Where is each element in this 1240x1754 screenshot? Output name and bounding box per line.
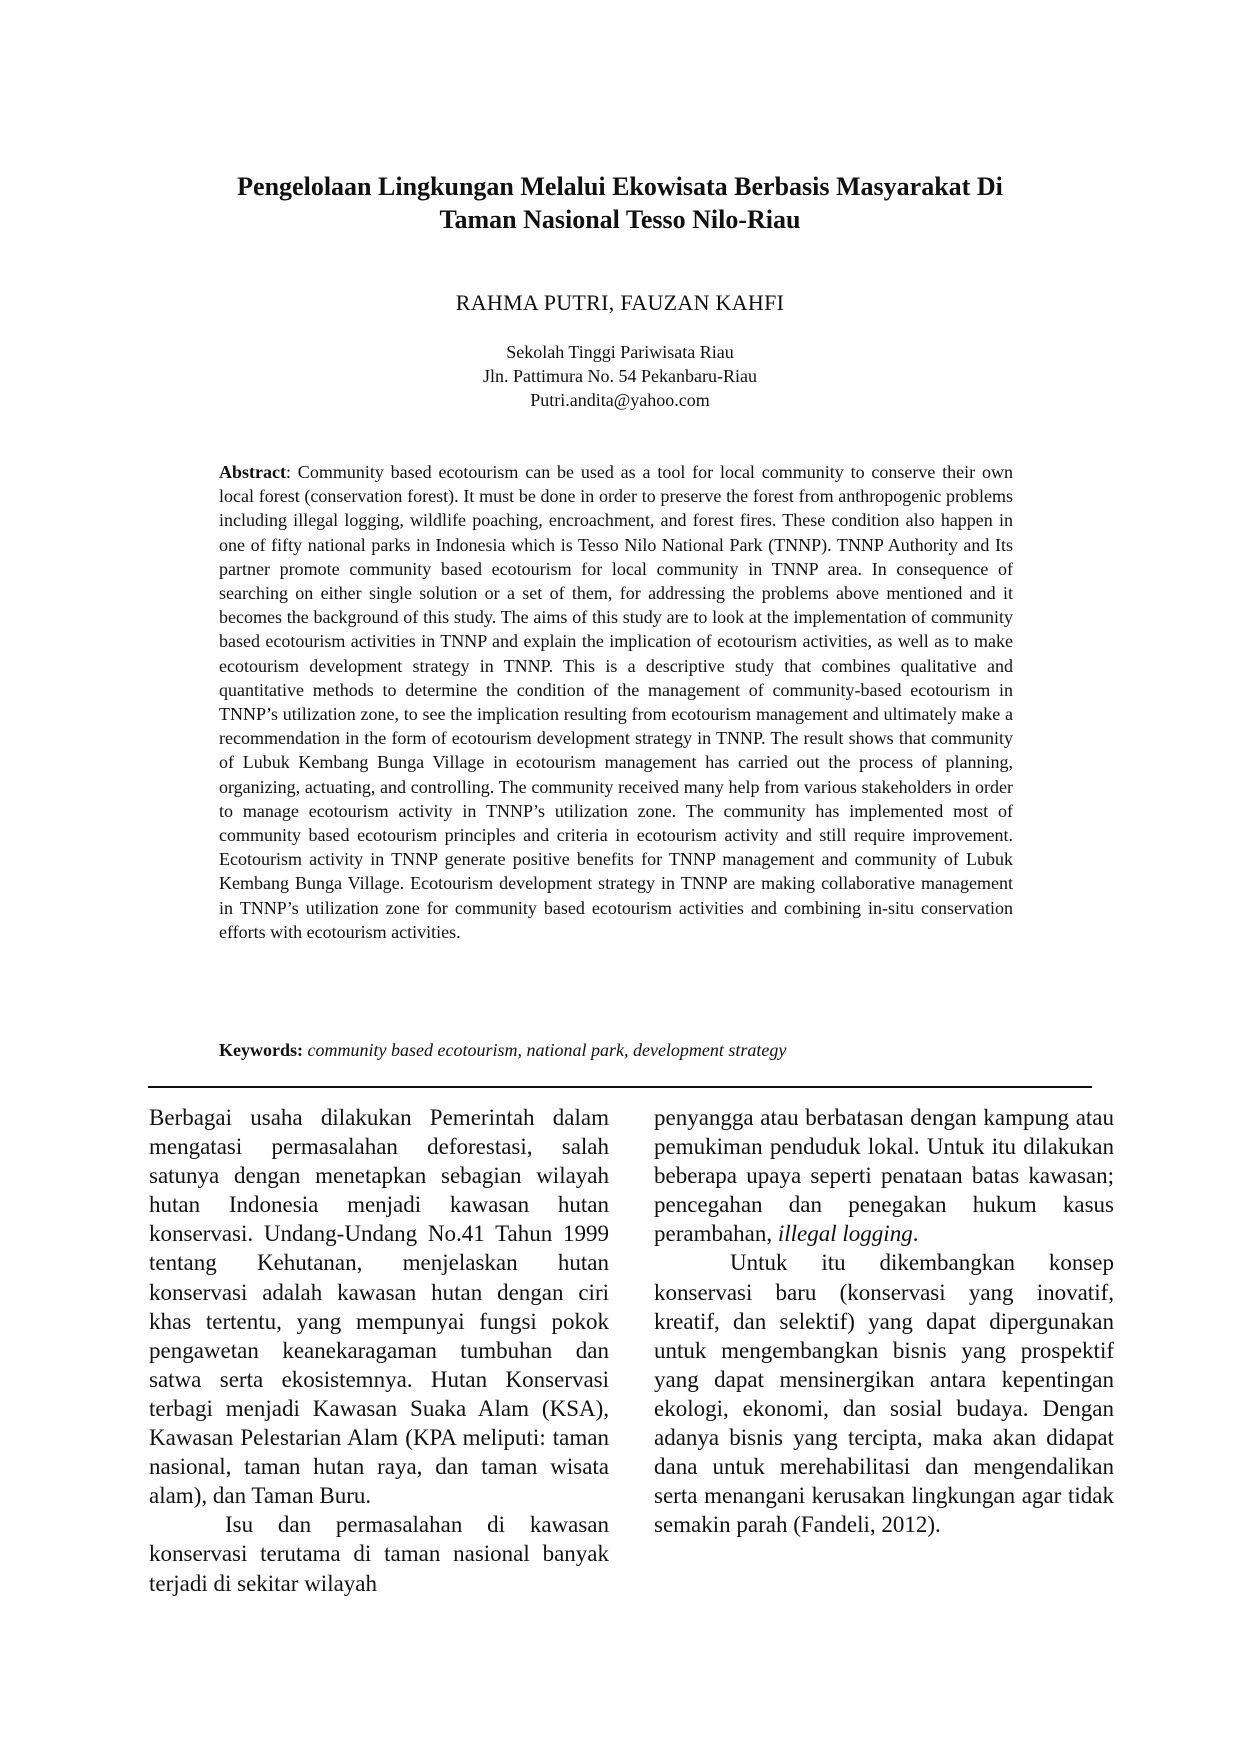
address: Jln. Pattimura No. 54 Pekanbaru-Riau bbox=[483, 366, 757, 386]
abstract bbox=[219, 460, 1013, 944]
paragraph: Berbagai usaha dilakukan Pemerintah dalam mengatasi permasalahan deforestasi, salah satunya dengan menetapkan sebagian wilayah hutan Indonesia menjadi kawasan hutan konservasi. Undang-Undang No.41 Tahun 1999 tentang Kehutanan, menjelaskan hutan konservasi adalah kawasan hutan dengan ciri khas tertentu, yang mempunyai fungsi pokok pengawetan keanekaragaman tumbuhan dan satwa serta ekosistemnya. Hutan Konservasi terbagi menjadi Kawasan Suaka Alam (KSA), Kawasan Pelestarian Alam (KPA meliputi: taman nasional, taman hutan raya, dan taman wisata alam), dan Taman Buru. bbox=[149, 1105, 609, 1509]
institution: Sekolah Tinggi Pariwisata Riau bbox=[506, 342, 734, 362]
section-divider bbox=[148, 1086, 1092, 1088]
keywords bbox=[219, 1040, 1019, 1061]
keywords-label: Keywords: bbox=[219, 1040, 303, 1060]
authors: RAHMA PUTRI, FAUZAN KAHFI bbox=[455, 290, 785, 315]
paragraph bbox=[654, 1103, 1114, 1248]
paragraph-end: . bbox=[912, 1221, 919, 1247]
body-column-right bbox=[654, 1103, 1114, 1539]
email: Putri.andita@yahoo.com bbox=[530, 390, 710, 410]
italic-term: illegal logging bbox=[777, 1221, 913, 1247]
title-line-2: Taman Nasional Tesso Nilo-Riau bbox=[439, 205, 801, 234]
paragraph-text: penyangga atau berbatasan dengan kampung atau pemukiman penduduk lokal. Untuk itu dilakukan beberapa upaya seperti penataan batas kawasan; pencegahan dan penegakan hukum kasus perambahan, bbox=[654, 1105, 1114, 1247]
body-column-left bbox=[149, 1103, 609, 1598]
abstract-label: Abstract bbox=[219, 462, 286, 482]
affiliation bbox=[0, 340, 1240, 412]
paragraph: Untuk itu dikembangkan konsep konservasi baru (konservasi yang inovatif, kreatif, dan selektif) yang dapat dipergunakan untuk mengembangkan bisnis yang prospektif yang dapat mensinergikan antara kepentingan ekologi, ekonomi, dan sosial budaya. Dengan adanya bisnis yang tercipta, maka akan didapat dana untuk merehabilitasi dan mengendalikan serta menangani kerusakan lingkungan agar tidak semakin parah (Fandeli, 2012). bbox=[654, 1250, 1114, 1538]
keywords-text: community based ecotourism, national park, development strategy bbox=[307, 1040, 787, 1060]
paragraph: Isu dan permasalahan di kawasan konservasi terutama di taman nasional banyak terjadi di sekitar wilayah bbox=[149, 1512, 609, 1596]
paper-title bbox=[150, 170, 1090, 236]
title-line-1: Pengelolaan Lingkungan Melalui Ekowisata Berbasis Masyarakat Di bbox=[237, 172, 1003, 201]
abstract-text: : Community based ecotourism can be used as a tool for local community to conserve their own local forest (conservation forest). It must be done in order to preserve the forest from anthropogenic problems including illegal logging, wildlife poaching, encroachment, and forest fires. These condition also happen in one of fifty national parks in Indonesia which is Tesso Nilo National Park (TNNP). TNNP Authority and Its partner promote community based ecotourism for local community in TNNP area. In consequence of searching on either single solution or a set of them, for addressing the problems above mentioned and it becomes the background of this study. The aims of this study are to look at the implementation of community based ecotourism activities in TNNP and explain the implication of ecotourism activities, as well as to make ecotourism development strategy in TNNP. This is a descriptive study that combines qualitative and quantitative methods to determine the condition of the management of community-based ecotourism in TNNP’s utilization zone, to see the implication resulting from ecotourism management and ultimately make a recommendation in the form of ecotourism development strategy in TNNP. The result shows that community of Lubuk Kembang Bunga Village in ecotourism management has carried out the process of planning, organizing, actuating, and controlling. The community received many help from various stakeholders in order to manage ecotourism activity in TNNP’s utilization zone. The community has implemented most of community based ecotourism principles and criteria in ecotourism activity and still require improvement. Ecotourism activity in TNNP generate positive benefits for TNNP management and community of Lubuk Kembang Bunga Village. Ecotourism development strategy in TNNP are making collaborative management in TNNP’s utilization zone for community based ecotourism activities and combining in-situ conservation efforts with ecotourism activities. bbox=[219, 462, 1013, 942]
